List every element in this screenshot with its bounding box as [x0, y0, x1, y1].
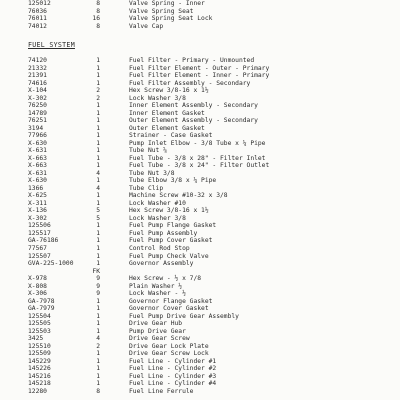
- part-number: 21391: [28, 72, 47, 80]
- quantity: 1: [96, 64, 100, 72]
- description: Valve Spring - Inner: [129, 0, 205, 7]
- part-number: 145229: [28, 357, 51, 365]
- quantity: FK: [92, 267, 100, 275]
- description: Drive Gear Screw: [129, 335, 190, 343]
- parts-row: [0, 23, 400, 31]
- quantity: 4: [96, 184, 100, 192]
- section-title: FUEL SYSTEM: [28, 41, 75, 49]
- quantity: 1: [96, 124, 100, 132]
- description: Drive Gear Lock Plate: [129, 342, 209, 350]
- description: Lock Washer #10: [129, 199, 186, 207]
- description: Valve Spring Seat Lock: [129, 15, 213, 23]
- quantity: 1: [96, 192, 100, 200]
- description: Governor Flange Gasket: [129, 297, 213, 305]
- part-number: 125012: [28, 0, 51, 7]
- quantity: 1: [96, 380, 100, 388]
- description: Fuel Pump Drive Gear Assembly: [129, 312, 239, 320]
- part-number: X-663: [28, 154, 47, 162]
- part-number: 1366: [28, 184, 44, 192]
- quantity: 1: [96, 139, 100, 147]
- quantity: 1: [96, 222, 100, 230]
- quantity: 16: [92, 15, 100, 23]
- quantity: 9: [96, 290, 100, 298]
- quantity: 1: [96, 297, 100, 305]
- quantity: 8: [96, 7, 100, 15]
- description: Fuel Line - Cylinder #3: [129, 372, 217, 380]
- quantity: 1: [96, 72, 100, 80]
- quantity: 1: [96, 57, 100, 64]
- part-number: X-311: [28, 199, 47, 207]
- part-number: X-302: [28, 214, 47, 222]
- part-number: 76036: [28, 7, 47, 15]
- description: Fuel Pump Flange Gasket: [129, 222, 217, 230]
- part-number: 74120: [28, 57, 47, 64]
- part-number: 21332: [28, 64, 47, 72]
- part-number: 125503: [28, 327, 51, 335]
- part-number: X-631: [28, 169, 47, 177]
- description: Outer Element Assembly - Secondary: [129, 117, 258, 125]
- quantity: 1: [96, 357, 100, 365]
- quantity: 1: [96, 117, 100, 125]
- description: Plain Washer ½: [129, 282, 183, 290]
- quantity: 9: [96, 275, 100, 283]
- quantity: 8: [96, 22, 100, 30]
- quantity: 1: [96, 102, 100, 110]
- part-number: 76251: [28, 117, 47, 125]
- quantity: 8: [96, 0, 100, 7]
- description: Lock Washer - ½: [129, 290, 186, 298]
- quantity: 4: [96, 169, 100, 177]
- description: Outer Element Gasket: [129, 124, 205, 132]
- part-number: X-625: [28, 192, 47, 200]
- part-number: 145226: [28, 365, 51, 373]
- part-number: X-136: [28, 207, 47, 215]
- part-number: 125504: [28, 312, 51, 320]
- quantity: 1: [96, 252, 100, 260]
- description: Lock Washer 3/8: [129, 214, 186, 222]
- description: Tube Clip: [129, 184, 164, 192]
- quantity: 1: [96, 312, 100, 320]
- description: Governor Assembly: [129, 260, 194, 268]
- description: Fuel Tube - 3/8 x 28" - Filter Inlet: [129, 154, 266, 162]
- description: Hex Screw - ½ x 7/8: [129, 275, 202, 283]
- part-number: X-630: [28, 139, 47, 147]
- part-number: 76011: [28, 15, 47, 23]
- part-number: X-104: [28, 87, 47, 95]
- quantity: 2: [96, 94, 100, 102]
- quantity: 1: [96, 372, 100, 380]
- description: Fuel Filter Element - Outer - Primary: [129, 64, 270, 72]
- quantity: 1: [96, 320, 100, 328]
- quantity: 5: [96, 214, 100, 222]
- description: Fuel Line Ferrule: [129, 387, 194, 395]
- part-number: X-631: [28, 147, 47, 155]
- part-number: X-663: [28, 162, 47, 170]
- quantity: 2: [96, 342, 100, 350]
- part-number: 74616: [28, 79, 47, 87]
- part-number: GA-7979: [28, 305, 55, 313]
- description: Fuel Line - Cylinder #2: [129, 365, 217, 373]
- quantity: 1: [96, 162, 100, 170]
- quantity: 1: [96, 79, 100, 87]
- part-number: 125507: [28, 252, 51, 260]
- part-number: 76250: [28, 102, 47, 110]
- quantity: 1: [96, 260, 100, 268]
- description: Inner Element Assembly - Secondary: [129, 102, 258, 110]
- quantity: 9: [96, 282, 100, 290]
- part-number: 145218: [28, 380, 51, 388]
- part-number: 12280: [28, 387, 47, 395]
- description: Fuel Line - Cylinder #1: [129, 357, 217, 365]
- quantity: 5: [96, 207, 100, 215]
- description: Lock Washer 3/8: [129, 94, 186, 102]
- part-number: 14789: [28, 109, 47, 117]
- description: Drive Gear Hub: [129, 320, 183, 328]
- part-number: GA-7978: [28, 297, 55, 305]
- description: Pump Inlet Elbow - 3/8 Tube x ¼ Pipe: [129, 139, 266, 147]
- part-number: X-978: [28, 275, 47, 283]
- description: Fuel Pump Check Valve: [129, 252, 209, 260]
- part-number: 3425: [28, 335, 44, 343]
- description: Fuel Line - Cylinder #4: [129, 380, 217, 388]
- quantity: 1: [96, 154, 100, 162]
- part-number: 125517: [28, 229, 51, 237]
- quantity: 1: [96, 199, 100, 207]
- description: Drive Gear Screw Lock: [129, 350, 209, 358]
- quantity: 2: [96, 87, 100, 95]
- description: Tube Nut 3/8: [129, 169, 175, 177]
- part-number: X-630: [28, 177, 47, 185]
- description: Hex Screw 3/8-16 x 1½: [129, 87, 209, 95]
- quantity: 1: [96, 305, 100, 313]
- description: Fuel Tube - 3/8 x 24" - Filter Outlet: [129, 162, 270, 170]
- quantity: 1: [96, 350, 100, 358]
- quantity: 1: [96, 109, 100, 117]
- quantity: 1: [96, 229, 100, 237]
- part-number: 125505: [28, 320, 51, 328]
- part-number: 77567: [28, 245, 47, 252]
- quantity: 8: [96, 387, 100, 395]
- description: Tube Elbow 3/8 x ¼ Pipe: [129, 177, 217, 185]
- quantity: 1: [96, 177, 100, 185]
- description: Valve Cap: [129, 22, 164, 30]
- description: Machine Screw #10-32 x 3/8: [129, 192, 228, 200]
- part-number: X-808: [28, 282, 47, 290]
- part-number: 125509: [28, 350, 51, 358]
- part-number: 125506: [28, 222, 51, 230]
- part-number: X-306: [28, 290, 47, 298]
- parts-row: [0, 388, 400, 396]
- description: Fuel Pump Cover Gasket: [129, 237, 213, 245]
- description: Fuel Pump Assembly: [129, 229, 198, 237]
- part-number: 77966: [28, 132, 47, 140]
- part-number: GA-76186: [28, 237, 59, 245]
- part-number: 145216: [28, 372, 51, 380]
- description: Strainer - Case Gasket: [129, 132, 213, 140]
- description: Governor Cover Gasket: [129, 305, 209, 313]
- quantity: 1: [96, 327, 100, 335]
- quantity: 1: [96, 237, 100, 245]
- quantity: 1: [96, 132, 100, 140]
- description: Pump Drive Gear: [129, 327, 186, 335]
- part-number: X-302: [28, 94, 47, 102]
- part-number: GVA-225-1000: [28, 260, 74, 268]
- description: Inner Element Gasket: [129, 109, 205, 117]
- quantity: 1: [96, 365, 100, 373]
- part-number: 74012: [28, 22, 47, 30]
- quantity: 1: [96, 245, 100, 252]
- part-number: 3194: [28, 124, 44, 132]
- description: Hex Screw 3/8-16 x 1½: [129, 207, 209, 215]
- quantity: 4: [96, 335, 100, 343]
- description: Fuel Filter - Primary - Unmounted: [129, 57, 255, 64]
- part-number: 125510: [28, 342, 51, 350]
- description: Control Rod Stop: [129, 245, 190, 252]
- description: Fuel Filter Element - Inner - Primary: [129, 72, 270, 80]
- quantity: 1: [96, 147, 100, 155]
- description: Valve Spring Seat: [129, 7, 194, 15]
- description: Tube Nut ⅝: [129, 147, 167, 155]
- description: Fuel Filter Assembly - Secondary: [129, 79, 251, 87]
